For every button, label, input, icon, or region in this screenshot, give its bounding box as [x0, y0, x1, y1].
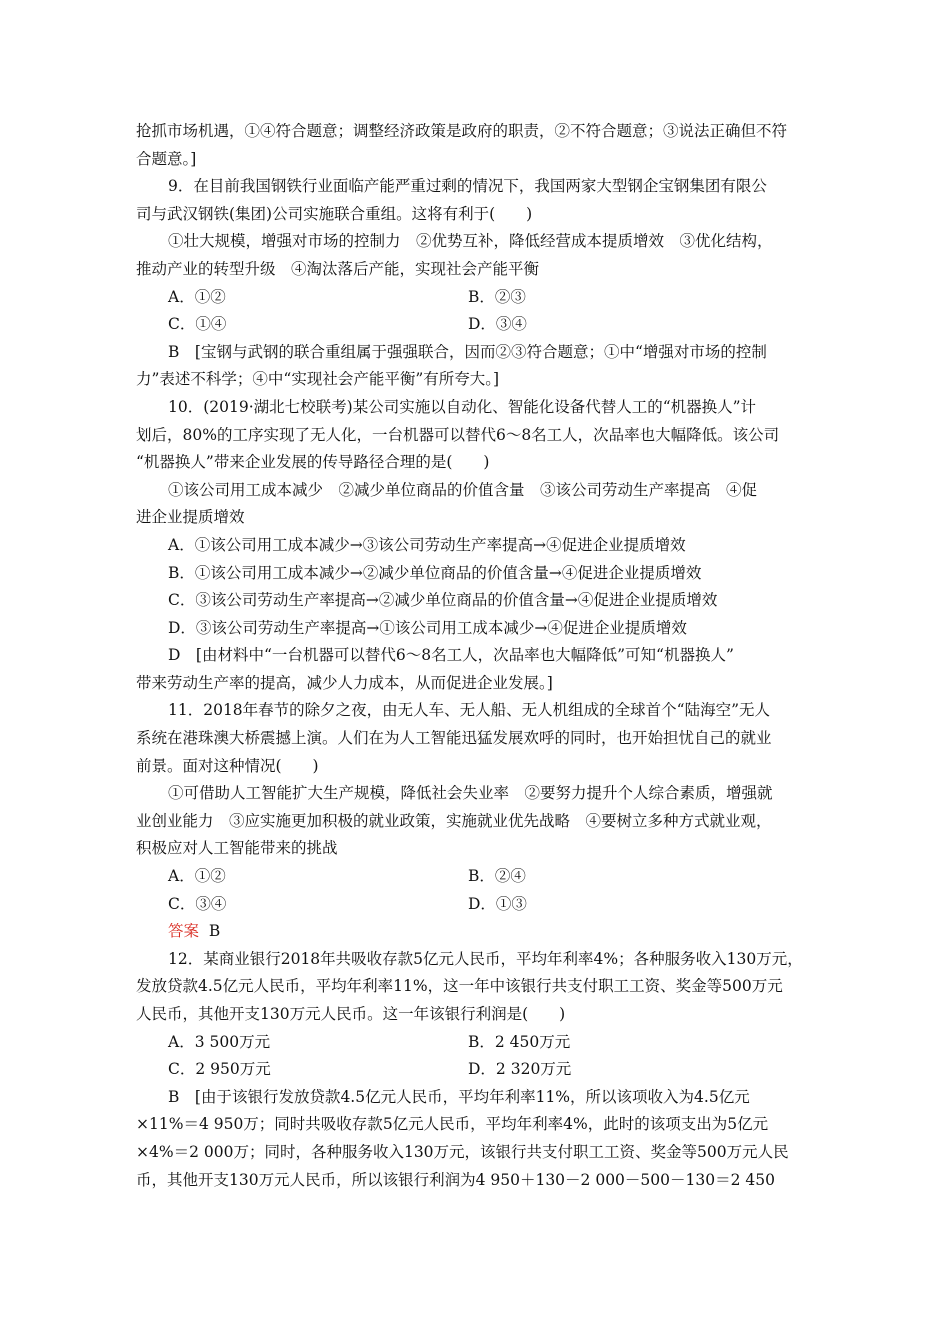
options-row — [136, 1029, 814, 1057]
text-line: “机器换人”带来企业发展的传导路径合理的是( ) — [136, 453, 490, 472]
text-line: 积极应对人工智能带来的挑战 — [136, 839, 338, 858]
text-line: 带来劳动生产率的提高，减少人力成本，从而促进企业发展。] — [136, 673, 553, 692]
text-line: 业创业能力 ③应实施更加积极的就业政策，实施就业优先战略 ④要树立多种方式就业观， — [136, 811, 772, 830]
option-a: A．①② — [168, 287, 226, 306]
text-line: ×11%＝4 950万；同时共吸收存款5亿元人民币，平均年利率4%，此时的该项支出为5亿元 — [136, 1115, 769, 1134]
question-12-stem: 12．某商业银行2018年共吸收存款5亿元人民币，平均年利率4%；各种服务收入130万元， — [168, 949, 803, 968]
question-9-stem: 9．在目前我国钢铁行业面临产能严重过剩的情况下，我国两家大型钢企宝钢集团有限公 — [168, 177, 767, 196]
options-row — [136, 863, 814, 891]
answer-value: B — [208, 922, 221, 941]
option-c: C．①④ — [168, 315, 227, 334]
answer-line — [136, 918, 814, 946]
options-row — [136, 284, 814, 312]
text-line: 合题意。] — [136, 149, 197, 168]
option-d: D．③④ — [468, 315, 527, 334]
option-d: D．③该公司劳动生产率提高→①该公司用工成本减少→④促进企业提质增效 — [168, 618, 687, 637]
text-line: 发放贷款4.5亿元人民币，平均年利率11%，这一年中该银行共支付职工工资、奖金等500万元 — [136, 977, 783, 996]
text-line: 司与武汉钢铁(集团)公司实施联合重组。这将有利于( ) — [136, 204, 533, 223]
options-row — [136, 1056, 814, 1084]
question-11-statements: ①可借助人工智能扩大生产规模，降低社会失业率 ②要努力提升个人综合素质，增强就 — [168, 784, 773, 803]
option-c: C．③④ — [168, 894, 227, 913]
option-d: D．2 320万元 — [468, 1060, 572, 1079]
option-c: C．③该公司劳动生产率提高→②减少单位商品的价值含量→④促进企业提质增效 — [168, 591, 718, 610]
option-b: B．2 450万元 — [468, 1032, 571, 1051]
option-a: A．①② — [168, 867, 226, 886]
option-b: B．②④ — [468, 867, 526, 886]
text-line: 前景。面对这种情况( ) — [136, 756, 319, 775]
question-10-explanation: D [由材料中“一台机器可以替代6～8名工人，次品率也大幅降低”可知“机器换人” — [168, 646, 734, 665]
question-9-explanation: B [宝钢与武钢的联合重组属于强强联合，因而②③符合题意；①中“增强对市场的控制 — [168, 342, 767, 361]
option-d: D．①③ — [468, 894, 527, 913]
text-line: 系统在港珠澳大桥震撼上演。人们在为人工智能迅猛发展欢呼的同时，也开始担忧自己的就业 — [136, 729, 772, 748]
question-10-stem: 10．(2019·湖北七校联考)某公司实施以自动化、智能化设备代替人工的“机器换人”计 — [168, 397, 757, 416]
text-line: 推动产业的转型升级 ④淘汰落后产能，实现社会产能平衡 — [136, 259, 540, 278]
text-line: 划后，80%的工序实现了无人化，一台机器可以替代6～8名工人，次品率也大幅降低。该公司 — [136, 425, 780, 444]
option-a: A．3 500万元 — [168, 1032, 271, 1051]
text-line: ×4%＝2 000万；同时，各种服务收入130万元，该银行共支付职工工资、奖金等500万元人民 — [136, 1142, 789, 1161]
text-line: 抢抓市场机遇，①④符合题意；调整经济政策是政府的职责，②不符合题意；③说法正确但不符 — [136, 122, 788, 140]
text-line: 人民币，其他开支130万元人民币。这一年该银行利润是( ) — [136, 1005, 566, 1023]
question-12-explanation: B [由于该银行发放贷款4.5亿元人民币，平均年利率11%，所以该项收入为4.5亿元 — [168, 1087, 750, 1106]
option-b: B．②③ — [468, 287, 526, 306]
question-10-statements: ①该公司用工成本减少 ②减少单位商品的价值含量 ③该公司劳动生产率提高 ④促 — [168, 480, 758, 499]
text-line: 币，其他开支130万元人民币，所以该银行利润为4 950＋130－2 000－500－130＝2 450 — [136, 1170, 775, 1189]
question-9-statements: ①壮大规模，增强对市场的控制力 ②优势互补，降低经营成本提质增效 ③优化结构， — [168, 232, 773, 251]
option-c: C．2 950万元 — [168, 1060, 271, 1079]
text-line: 进企业提质增效 — [136, 508, 245, 527]
answer-label: 答案 — [168, 922, 200, 941]
option-a: A．①该公司用工成本减少→③该公司劳动生产率提高→④促进企业提质增效 — [168, 535, 686, 554]
option-b: B．①该公司用工成本减少→②减少单位商品的价值含量→④促进企业提质增效 — [168, 563, 702, 582]
text-line: 力”表述不科学；④中“实现社会产能平衡”有所夸大。] — [136, 370, 500, 389]
options-row — [136, 311, 814, 339]
options-row — [136, 891, 814, 919]
question-11-stem: 11．2018年春节的除夕之夜，由无人车、无人船、无人机组成的全球首个“陆海空”无人 — [168, 701, 771, 720]
